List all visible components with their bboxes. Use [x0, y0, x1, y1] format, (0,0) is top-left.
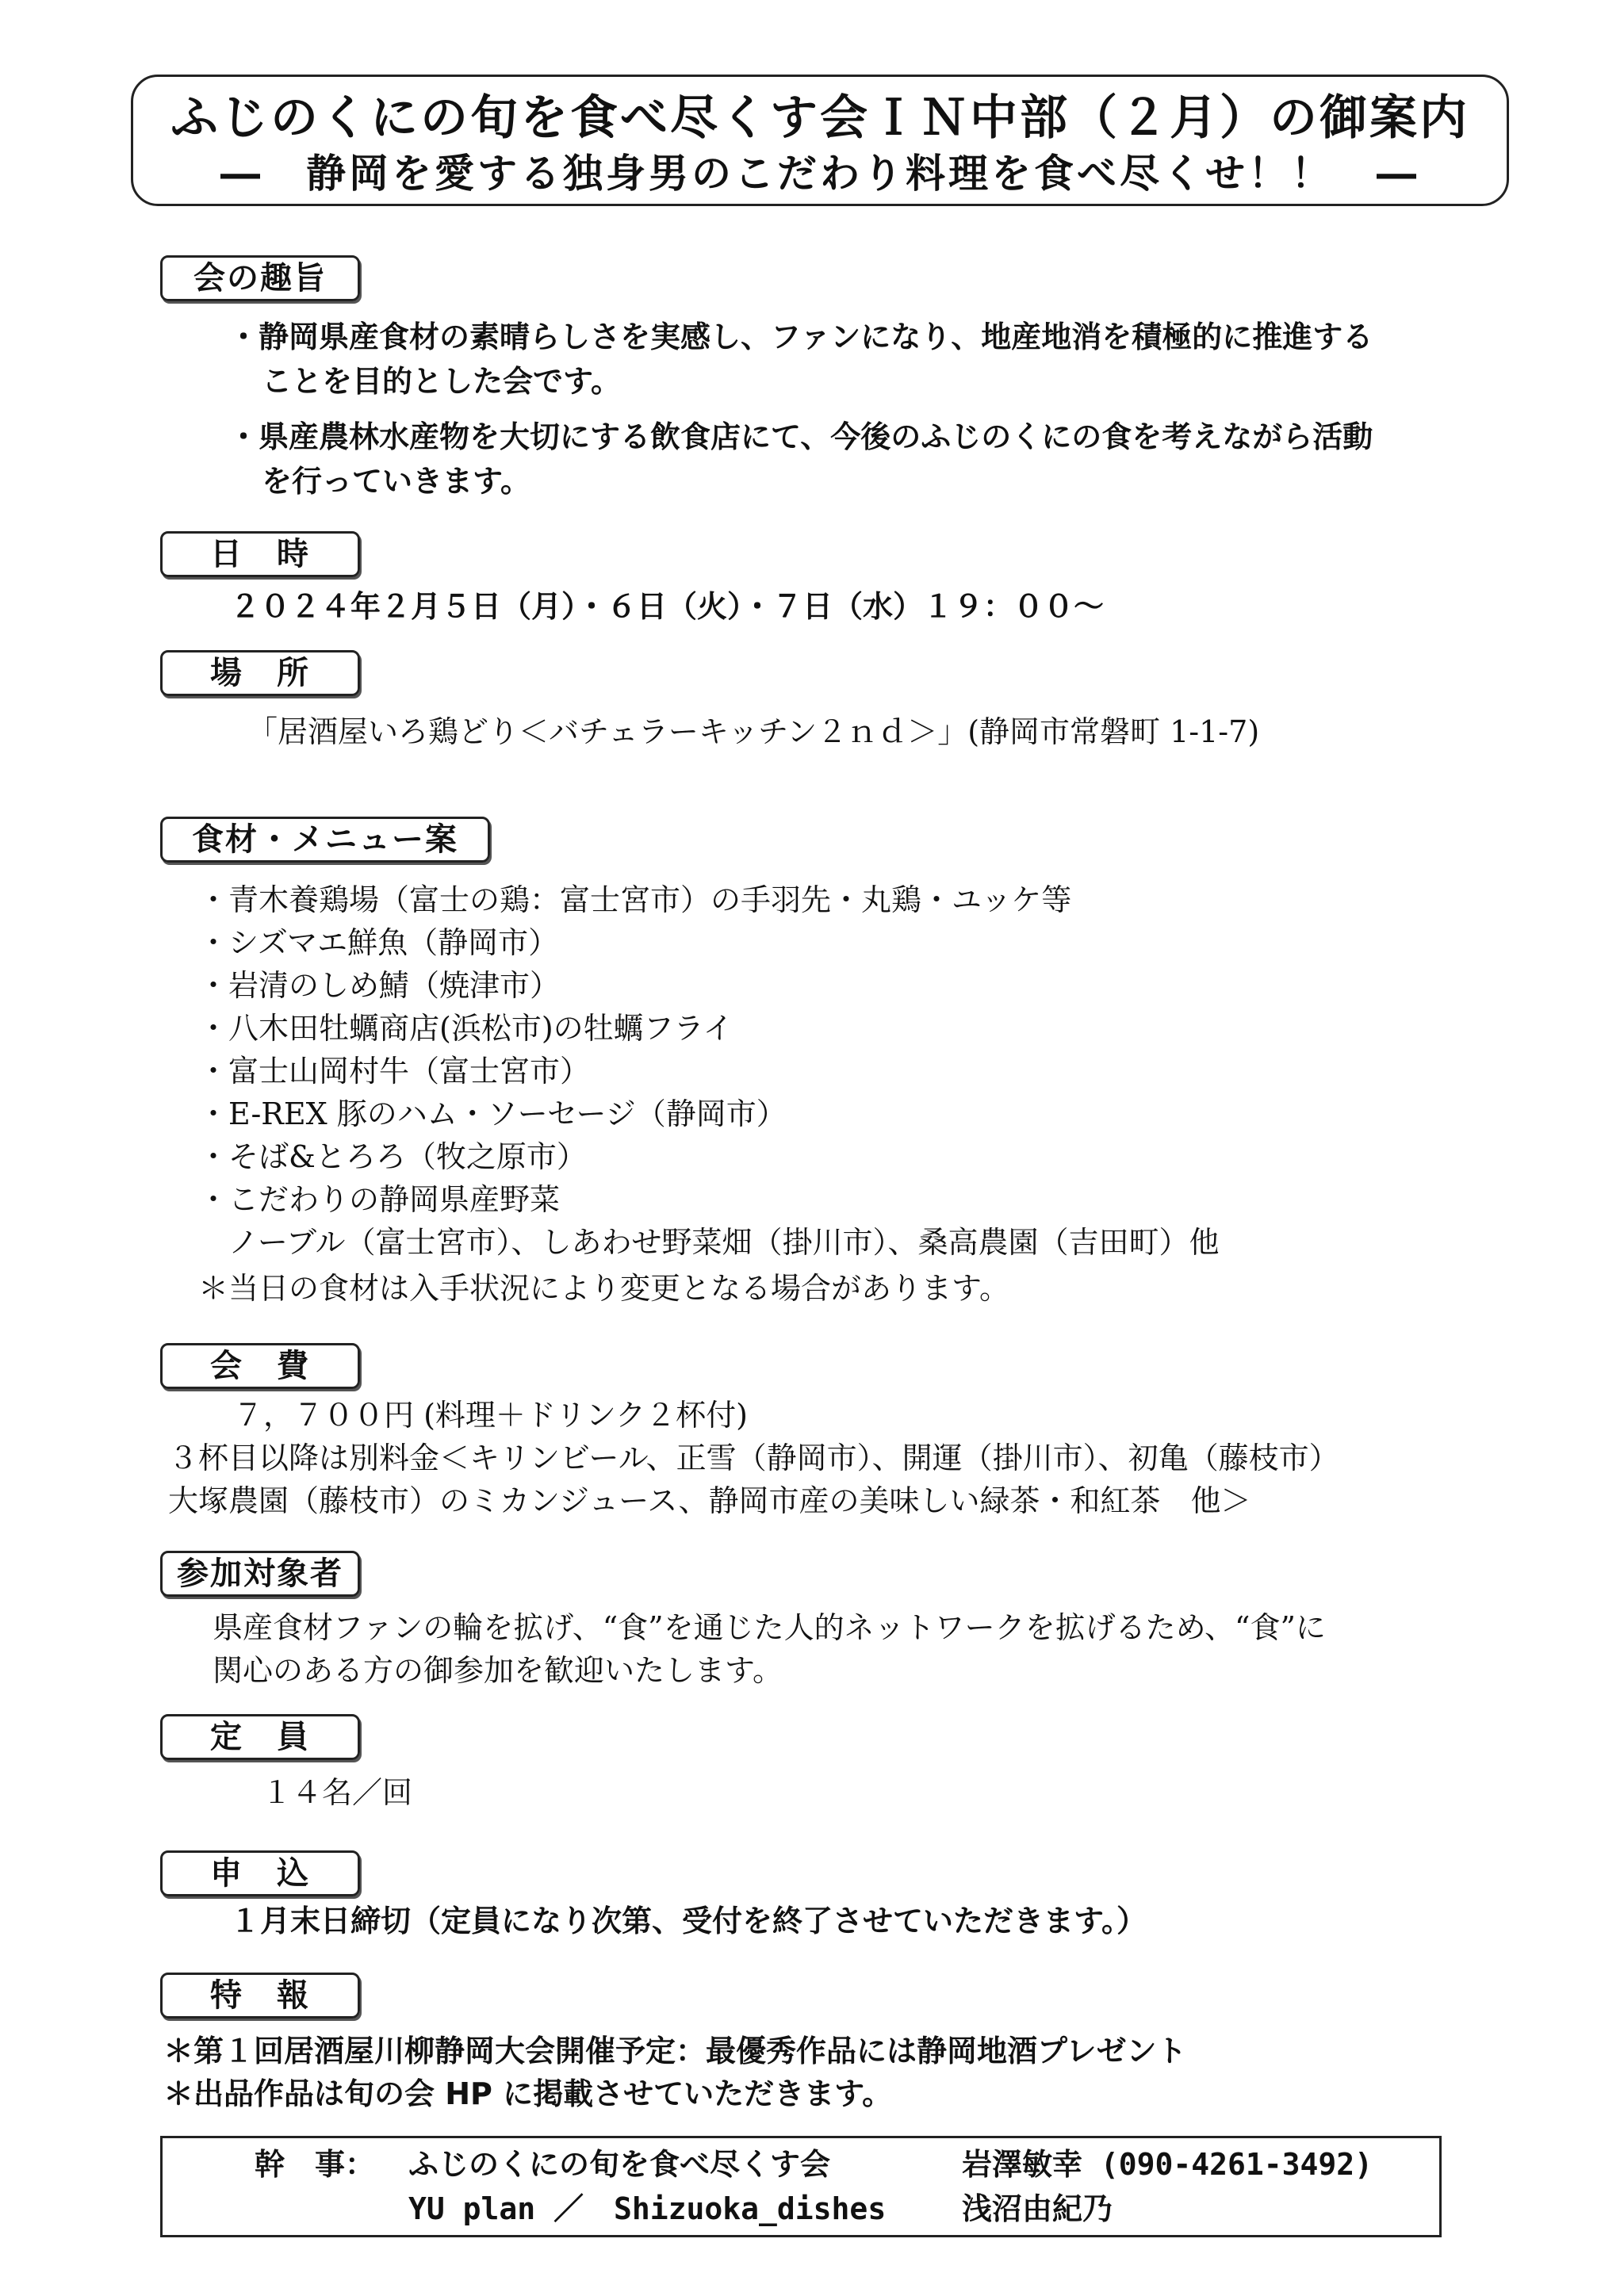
- organizer-box: [160, 2136, 1442, 2237]
- menu-item: ・こだわりの静岡県産野菜: [198, 1182, 561, 1217]
- contact-primary: 岩澤敏幸 (090-4261-3492): [962, 2147, 1373, 2182]
- menu-item: ・富士山岡村牛（富士宮市）: [198, 1054, 591, 1089]
- place-text: 「居酒屋いろ鶏どり＜バチェラーキッチン２ｎｄ＞」(静岡市常磐町 1-1-7): [247, 714, 1260, 749]
- menu-item: ・八木田牡蠣商店(浜松市)の牡蠣フライ: [198, 1011, 733, 1046]
- capacity-text: １４名／回: [262, 1775, 413, 1810]
- partners: YU plan ／ Shizuoka_dishes: [408, 2191, 887, 2226]
- contact-secondary: 浅沼由紀乃: [962, 2191, 1113, 2226]
- section-label-purpose: 会の趣旨: [160, 255, 360, 301]
- title-box: [131, 75, 1509, 206]
- section-label-apply: 申 込: [160, 1850, 360, 1896]
- organizer-name: ふじのくにの旬を食べ尽くす会: [408, 2147, 831, 2182]
- menu-item: ・シズマエ鮮魚（静岡市）: [198, 925, 559, 960]
- section-label-place: 場 所: [160, 650, 360, 696]
- section-label-target: 参加対象者: [160, 1551, 360, 1597]
- section-label-datetime: 日 時: [160, 531, 360, 577]
- target-line-2: 関心のある方の御参加を歓迎いたします。: [213, 1653, 783, 1688]
- section-label-fee: 会 費: [160, 1343, 360, 1389]
- menu-item: ・青木養鶏場（富士の鶏：富士宮市）の手羽先・丸鶏・ユッケ等: [198, 882, 1072, 917]
- apply-text: １月末日締切（定員になり次第、受付を終了させていただきます。）: [230, 1904, 1147, 1938]
- page-subtitle: ― 静岡を愛する独身男のこだわり料理を食べ尽くせ！！ ―: [220, 151, 1419, 197]
- purpose-bullet-2-line-1: ・県産農林水産物を大切にする飲食店にて、今後のふじのくにの食を考えながら活動: [228, 419, 1373, 454]
- fee-extra-line-1: ３杯目以降は別料金＜キリンビール、正雪（静岡市）、開運（掛川市）、初亀（藤枝市）: [168, 1441, 1339, 1475]
- datetime-text: ２０２４年２月５日（月）・６日（火）・７日（水）１９：００～: [230, 589, 1105, 624]
- target-line-1: 県産食材ファンの輪を拡げ、“食”を通じた人的ネットワークを拡げるため、“食”に: [213, 1610, 1326, 1645]
- organizer-label: 幹 事：: [255, 2147, 376, 2182]
- section-label-menu: 食材・メニュー案: [160, 817, 490, 863]
- purpose-bullet-1-line-2: ことを目的とした会です。: [262, 364, 621, 399]
- special-line-1: ＊第１回居酒屋川柳静岡大会開催予定：最優秀作品には静岡地酒プレゼント: [163, 2034, 1187, 2068]
- purpose-bullet-1-line-1: ・静岡県産食材の素晴らしさを実感し、ファンになり、地産地消を積極的に推進する: [228, 320, 1373, 354]
- section-label-capacity: 定 員: [160, 1714, 360, 1760]
- section-label-special: 特 報: [160, 1973, 360, 2019]
- menu-note: ＊当日の食材は入手状況により変更となる場合があります。: [198, 1271, 1009, 1306]
- menu-item: ・岩清のしめ鯖（焼津市）: [198, 968, 561, 1003]
- fee-extra-line-2: 大塚農園（藤枝市）のミカンジュース、静岡市産の美味しい緑茶・和紅茶 他＞: [168, 1483, 1251, 1518]
- menu-item: ノーブル（富士宮市）、しあわせ野菜畑（掛川市）、桑高農園（吉田町）他: [198, 1225, 1220, 1260]
- special-line-2: ＊出品作品は旬の会 HP に掲載させていただきます。: [163, 2076, 893, 2111]
- fee-amount: ７，７００円 (料理＋ドリンク２杯付): [233, 1398, 748, 1433]
- page-title: ふじのくにの旬を食べ尽くす会ＩＮ中部（２月）の御案内: [170, 90, 1469, 146]
- menu-item: ・E-REX 豚のハム・ソーセージ（静岡市）: [198, 1096, 787, 1131]
- purpose-bullet-2-line-2: を行っていきます。: [262, 464, 530, 499]
- menu-item: ・そば&とろろ（牧之原市）: [198, 1139, 587, 1174]
